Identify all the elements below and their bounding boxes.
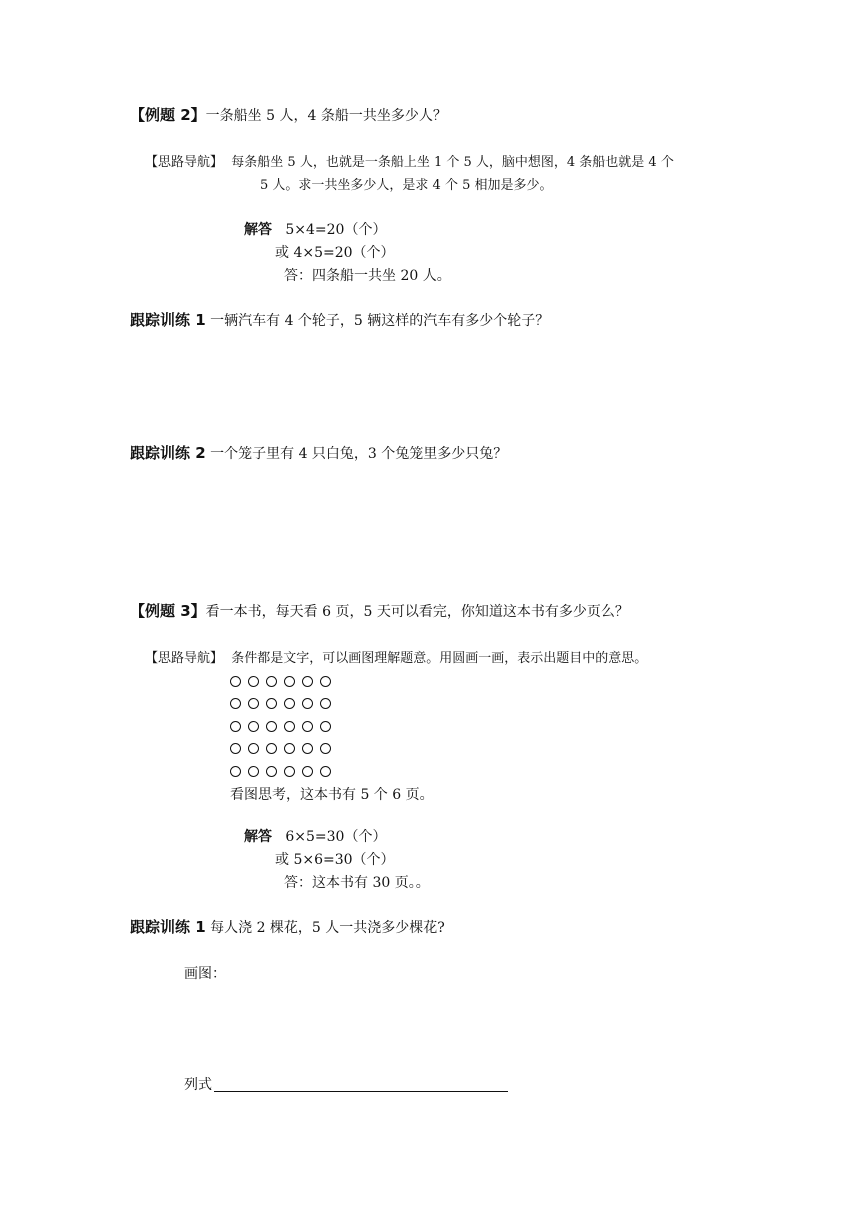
example3-nav-line1 <box>145 650 647 668</box>
circle-shape <box>230 721 241 732</box>
circle-shape <box>320 698 331 709</box>
circle-shape <box>230 766 241 777</box>
practice2-question: 一个笼子里有 4 只白兔，3 个兔笼里多少只兔？ <box>210 446 508 462</box>
circle-row <box>230 670 331 693</box>
circle-shape <box>302 743 313 754</box>
circle-shape <box>248 721 259 732</box>
circle-shape <box>266 721 277 732</box>
practice1b-formula-label: 列式 <box>184 1077 212 1093</box>
practice2-label: 跟踪训练 2 <box>130 444 206 462</box>
practice1b-question: 每人浇 2 棵花，5 人一共浇多少棵花? <box>210 920 445 936</box>
formula-answer-line[interactable] <box>214 1091 508 1092</box>
circle-shape <box>230 676 241 687</box>
circle-row <box>230 760 331 783</box>
circle-shape <box>284 721 295 732</box>
practice2-line <box>130 444 507 463</box>
example3-heading <box>130 602 629 621</box>
example2-nav-label: 【思路导航】 <box>145 155 224 170</box>
circle-shape <box>284 698 295 709</box>
circle-shape <box>302 766 313 777</box>
example3-nav-text1: 条件都是文字，可以画图理解题意。用圆画一画，表示出题目中的意思。 <box>231 651 648 666</box>
circle-shape <box>284 743 295 754</box>
example3-answer-line2: 或 5×6=30（个） <box>275 852 395 868</box>
example3-title: 【例题 3】 <box>130 602 206 620</box>
example3-observe: 看图思考，这本书有 5 个 6 页。 <box>230 787 434 803</box>
circle-shape <box>320 766 331 777</box>
circle-shape <box>302 721 313 732</box>
practice1a-line <box>130 311 549 330</box>
practice1a-label: 跟踪训练 1 <box>130 311 206 329</box>
circle-shape <box>248 743 259 754</box>
example2-answer-label: 解答 <box>244 222 272 238</box>
circle-shape <box>266 698 277 709</box>
example3-answer-line1 <box>244 828 386 846</box>
circle-shape <box>266 743 277 754</box>
circle-shape <box>248 698 259 709</box>
circle-diagram <box>230 670 331 783</box>
circle-row <box>230 693 331 716</box>
circle-shape <box>248 676 259 687</box>
example2-answer-line2: 或 4×5=20（个） <box>275 245 395 261</box>
circle-row <box>230 715 331 738</box>
circle-shape <box>284 676 295 687</box>
circle-shape <box>320 676 331 687</box>
circle-shape <box>284 766 295 777</box>
example2-answer-line1 <box>244 221 386 239</box>
practice1a-question: 一辆汽车有 4 个轮子，5 辆这样的汽车有多少个轮子？ <box>210 313 550 329</box>
example2-heading <box>130 106 447 125</box>
example3-answer-line3: 答：这本书有 30 页。。 <box>284 875 430 891</box>
example2-nav-text1: 每条船坐 5 人，也就是一条船上坐 1 个 5 人，脑中想图，4 条船也就是 4 个 <box>231 155 674 170</box>
practice1b-draw-label: 画图： <box>184 966 226 982</box>
example2-answer-eq1: 5×4=20（个） <box>285 222 387 238</box>
example2-answer-line3: 答：四条船一共坐 20 人。 <box>284 268 451 284</box>
circle-shape <box>320 721 331 732</box>
example2-nav-line1 <box>145 154 674 172</box>
circle-shape <box>302 676 313 687</box>
example2-nav-line2: 5 人。求一共坐多少人，是求 4 个 5 相加是多少。 <box>260 178 553 193</box>
example3-nav-label: 【思路导航】 <box>145 651 224 666</box>
example2-title: 【例题 2】 <box>130 106 206 124</box>
circle-shape <box>266 766 277 777</box>
circle-shape <box>266 676 277 687</box>
example3-question: 看一本书，每天看 6 页，5 天可以看完，你知道这本书有多少页么？ <box>205 604 629 620</box>
example3-answer-eq1: 6×5=30（个） <box>285 829 387 845</box>
circle-shape <box>230 698 241 709</box>
circle-shape <box>248 766 259 777</box>
example2-question: 一条船坐 5 人，4 条船一共坐多少人？ <box>205 108 447 124</box>
circle-row <box>230 738 331 761</box>
circle-shape <box>230 743 241 754</box>
practice1b-line <box>130 918 445 937</box>
circle-shape <box>320 743 331 754</box>
example3-answer-label: 解答 <box>244 829 272 845</box>
circle-shape <box>302 698 313 709</box>
practice1b-label: 跟踪训练 1 <box>130 918 206 936</box>
